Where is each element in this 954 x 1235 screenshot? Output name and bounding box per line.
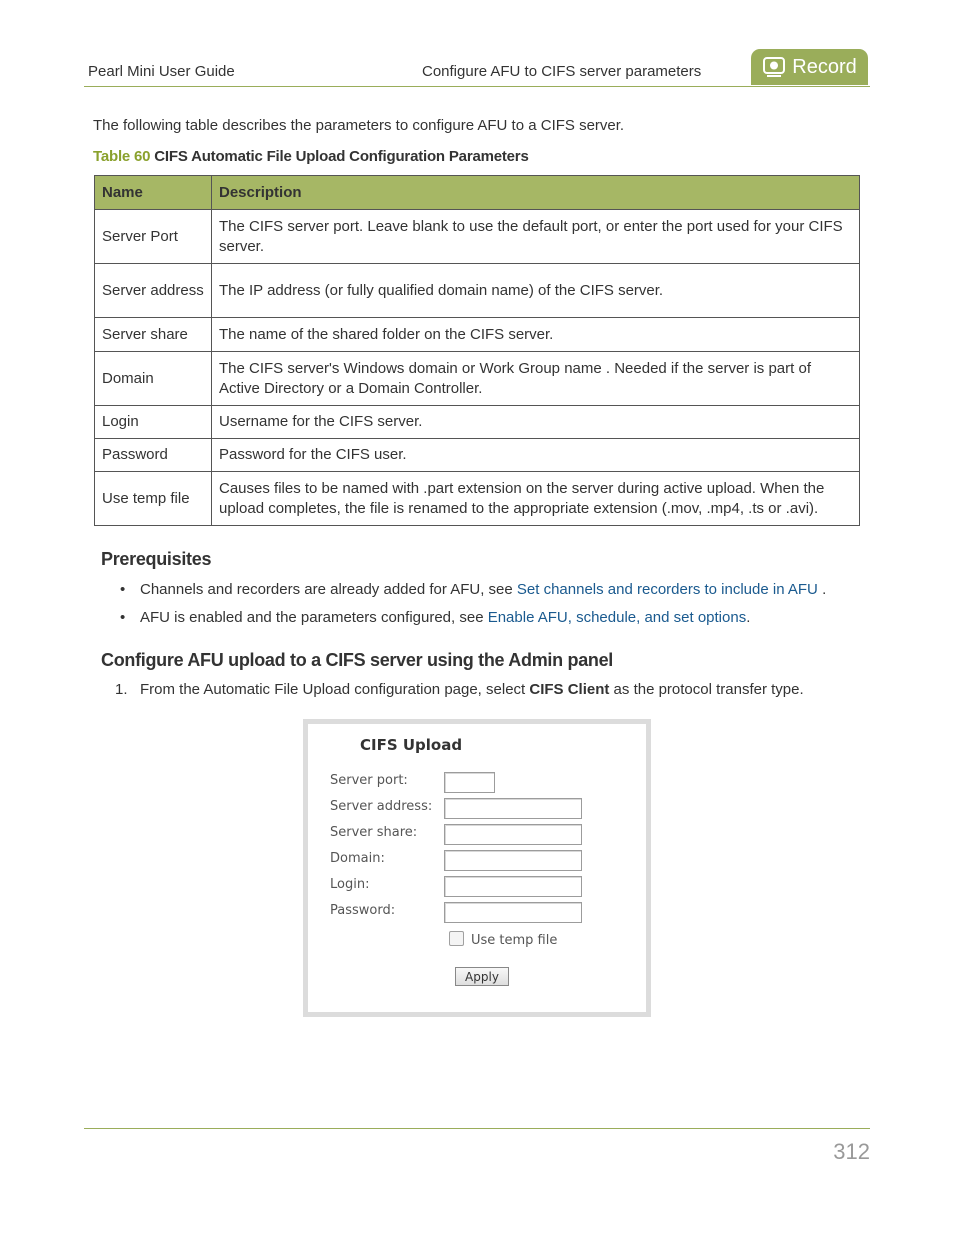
param-description: Causes files to be named with .part extension on the server during active upload. When the upload completes, the file is renamed to the appropriate extension (.mov, .mp4, .ts or .avi). [212, 472, 860, 526]
table-row [95, 406, 860, 439]
set-channels-link[interactable]: Set channels and recorders to include in AFU [516, 581, 818, 598]
table-row [95, 210, 860, 264]
bullet-icon: • [120, 609, 126, 626]
param-description: The name of the shared folder on the CIFS server. [212, 318, 860, 352]
table-row [95, 264, 860, 318]
header-divider [84, 86, 870, 87]
panel-title: CIFS Upload [360, 736, 463, 754]
param-name: Server share [95, 318, 212, 352]
param-description: The CIFS server's Windows domain or Work Group name . Needed if the server is part of Active Directory or a Domain Controller. [212, 352, 860, 406]
param-description: Password for the CIFS user. [212, 439, 860, 472]
server-share-input[interactable] [444, 824, 582, 845]
table-caption-number: Table 60 [93, 148, 151, 165]
table-header-name: Name [95, 176, 212, 210]
record-badge-label: Record [792, 55, 857, 78]
table-row [95, 352, 860, 406]
list-item-text: Channels and recorders are already added for AFU, see [140, 581, 517, 598]
cifs-upload-panel [303, 719, 651, 1017]
bullet-icon: • [120, 581, 126, 598]
password-label: Password: [330, 903, 396, 918]
param-name: Domain [95, 352, 212, 406]
record-icon [762, 56, 786, 78]
param-description: Username for the CIFS server. [212, 406, 860, 439]
table-caption-title: CIFS Automatic File Upload Configuration Parameters [154, 148, 529, 165]
use-temp-file-label: Use temp file [471, 933, 558, 948]
param-description: The CIFS server port. Leave blank to use the default port, or enter the port used for your CIFS server. [212, 210, 860, 264]
table-row [95, 472, 860, 526]
footer-divider [84, 1128, 870, 1129]
section-title: Configure AFU to CIFS server parameters [422, 63, 702, 80]
list-item-suffix: . [817, 581, 827, 598]
record-badge [751, 49, 868, 85]
page-number: 312 [833, 1139, 870, 1164]
step-text-pre: From the Automatic File Upload configuration page, select [140, 681, 530, 698]
domain-label: Domain: [330, 851, 385, 866]
list-item-suffix: . [746, 609, 751, 626]
intro-text: The following table describes the parameters to configure AFU to a CIFS server. [93, 117, 625, 134]
server-port-label: Server port: [330, 773, 408, 788]
use-temp-file-checkbox[interactable] [449, 931, 464, 946]
param-name: Server address [95, 264, 212, 318]
step-number: 1. [115, 681, 128, 698]
password-input[interactable] [444, 902, 582, 923]
step-text-post: as the protocol transfer type. [609, 681, 804, 698]
login-label: Login: [330, 877, 370, 892]
guide-title: Pearl Mini User Guide [88, 63, 235, 80]
configure-heading: Configure AFU upload to a CIFS server using the Admin panel [101, 650, 614, 670]
param-name: Login [95, 406, 212, 439]
enable-afu-link[interactable]: Enable AFU, schedule, and set options [487, 609, 747, 626]
server-address-label: Server address: [330, 799, 433, 814]
apply-button[interactable]: Apply [455, 967, 509, 986]
param-name: Password [95, 439, 212, 472]
table-row [95, 439, 860, 472]
list-item [120, 609, 750, 626]
domain-input[interactable] [444, 850, 582, 871]
table-caption [93, 148, 529, 165]
table-header-row [95, 176, 860, 210]
prerequisites-heading: Prerequisites [101, 549, 212, 569]
table-row [95, 318, 860, 352]
server-port-input[interactable] [444, 772, 495, 793]
param-name: Use temp file [95, 472, 212, 526]
step-1 [115, 681, 804, 698]
step-text-bold: CIFS Client [529, 681, 610, 698]
param-description: The IP address (or fully qualified domain name) of the CIFS server. [212, 264, 860, 318]
server-share-label: Server share: [330, 825, 418, 840]
login-input[interactable] [444, 876, 582, 897]
list-item [120, 581, 826, 598]
param-name: Server Port [95, 210, 212, 264]
server-address-input[interactable] [444, 798, 582, 819]
table-header-description: Description [212, 176, 860, 210]
parameters-table [94, 175, 860, 526]
list-item-text: AFU is enabled and the parameters configured, see [140, 609, 488, 626]
